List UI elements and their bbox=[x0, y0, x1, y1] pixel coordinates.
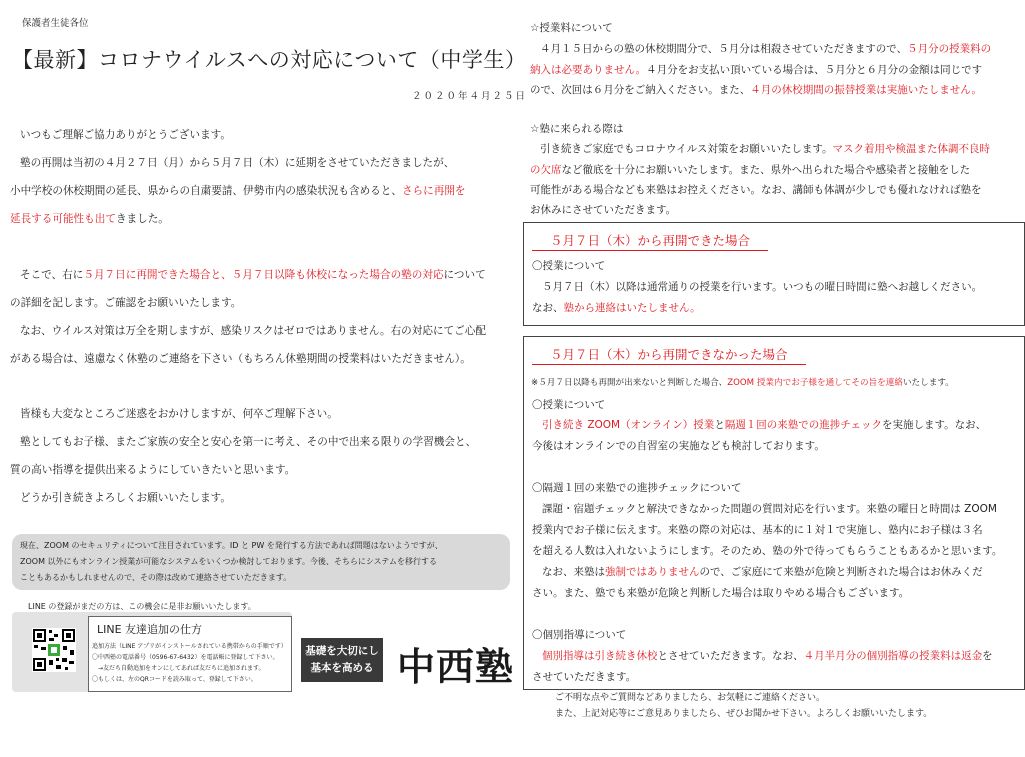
fee-line: ４月１５日からの塾の休校期間分で、５月分は相殺させていただきますので、５月分の授業料の bbox=[540, 43, 992, 55]
line-instructions bbox=[88, 616, 292, 692]
closed-note: ※５月７日以降も再開が出来ないと判断した場合、ZOOM 授業内でお子様を通してその旨を連絡いたします。 bbox=[531, 378, 954, 388]
reopen-line: なお、塾から連絡はいたしません。 bbox=[532, 302, 701, 314]
brand-logo: 中西塾 bbox=[397, 645, 515, 689]
visit-line: お休みにさせていただきます。 bbox=[530, 204, 677, 216]
fee-heading: ☆授業料について bbox=[530, 22, 613, 34]
reopen-line: ５月７日（木）以降は通常通りの授業を行います。いつもの曜日時間に塾へお越しください。 bbox=[542, 281, 983, 293]
individual-line: させていただきます。 bbox=[532, 671, 637, 683]
line-title: LINE 友達追加の仕方 bbox=[97, 623, 203, 636]
paragraph: そこで、右に５月７日に再開できた場合と、５月７日以降も休校になった場合の塾の対応について bbox=[20, 269, 486, 281]
line-step: 〇中西塾の電話番号（0596-67-6432）を電話帳に登録して下さい。 bbox=[92, 654, 279, 661]
zoom-note-box bbox=[12, 534, 510, 590]
reopen-title: ５月７日（木）から再開できた場合 bbox=[532, 231, 768, 251]
visit-line: 引き続きご家庭でもコロナウイルス対策をお願いいたします。マスク着用や検温また体調不良時 bbox=[540, 143, 991, 155]
paragraph: 塾としてもお子様、またご家族の安全と安心を第一に考え、その中で出来る限りの学習機会と、 bbox=[20, 436, 477, 448]
individual-line: 個別指導は引き続き休校とさせていただきます。なお、４月半月分の個別指導の授業料は返金を bbox=[542, 650, 993, 662]
line-note: LINE の登録がまだの方は、この機会に是非お願いいたします。 bbox=[28, 602, 256, 611]
paragraph: どうか引き続きよろしくお願いいたします。 bbox=[20, 492, 232, 504]
check-heading: 〇隔週１回の来塾での進捗チェックについて bbox=[532, 482, 742, 494]
reopen-sub: 〇授業について bbox=[532, 260, 606, 272]
zoom-note-line: こともあるかもしれませんので、その際は改めて連絡させていただきます。 bbox=[20, 573, 292, 582]
qr-code[interactable] bbox=[32, 628, 76, 672]
paragraph: 塾の再開は当初の４月２７日（月）から５月７日（木）に延期をさせていただきましたが、 bbox=[20, 157, 455, 169]
fee-line: ので、次回は６月分をご納入ください。また、４月の休校期間の振替授業は実施いたしません。 bbox=[530, 84, 982, 96]
closed-line: 今後はオンラインでの自習室の実施なども検討しております。 bbox=[532, 440, 825, 452]
line-step: 追加方法（LINE アプリがインストールされている携帯からの手順です） bbox=[92, 643, 287, 650]
paragraph: 延長する可能性も出てきました。 bbox=[10, 213, 169, 225]
date: ２０２０年４月２５日 bbox=[412, 91, 528, 102]
closed-line: 引き続き ZOOM（オンライン）授業と隔週１回の来塾での進捗チェックを実施します。なお、 bbox=[542, 419, 987, 431]
visit-line: 可能性がある場合なども来塾はお控えください。なお、講師も体調が少しでも優れなければ塾を bbox=[530, 184, 982, 196]
line-step: →友だち自動追加をオンにしてあれば友だちに追加されます。 bbox=[98, 665, 265, 672]
line-step: 〇もしくは、左のQRコードを読み取って、登録して下さい。 bbox=[92, 676, 257, 683]
paragraph: がある場合は、遠慮なく休塾のご連絡を下さい（もちろん休塾期間の授業料はいただきません）。 bbox=[10, 353, 471, 365]
closed-class-heading: 〇授業について bbox=[532, 399, 606, 411]
fee-line: 納入は必要ありません。４月分をお支払い頂いている場合は、５月分と６月分の金額は同じです bbox=[530, 64, 983, 76]
individual-heading: 〇個別指導について bbox=[532, 629, 627, 641]
paragraph: 皆様も大変なところご迷惑をおかけしますが、何卒ご理解下さい。 bbox=[20, 408, 338, 420]
visit-heading: ☆塾に来られる際は bbox=[530, 123, 624, 135]
paragraph: 小中学校の休校期間の延長、県からの自粛要請、伊勢市内の感染状況も含めると、さらに再開を bbox=[10, 185, 466, 197]
check-line: を超える人数は入れないようにします。そのため、塾の外で待ってもらうこともあるかと思います。 bbox=[532, 545, 1003, 557]
check-line: 課題・宿題チェックと解決できなかった問題の質問対応を行います。来塾の曜日と時間は ZOOM bbox=[542, 503, 997, 515]
paragraph: なお、ウイルス対策は万全を期しますが、感染リスクはゼロではありません。右の対応にてご心配 bbox=[20, 325, 486, 337]
page-title: 【最新】コロナウイルスへの対応について（中学生） bbox=[12, 48, 527, 72]
check-line: さい。また、塾でも来塾が危険と判断した場合は取りやめる場合もございます。 bbox=[532, 587, 910, 599]
visit-line: の欠席など徹底を十分にお願いいたします。また、県外へ出られた場合や感染者と接触をした bbox=[530, 164, 971, 176]
closed-title: ５月７日（木）から再開できなかった場合 bbox=[532, 345, 806, 365]
check-line: 授業内でお子様に伝えます。来塾の際の対応は、基本的に１対１で実施し、塾内にお子様は３名 bbox=[532, 524, 983, 536]
paragraph: の詳細を記します。ご確認をお願いいたします。 bbox=[10, 297, 242, 309]
check-line: なお、来塾は強制ではありませんので、ご家庭にて来塾が危険と判断された場合はお休みくだ bbox=[542, 566, 983, 578]
recipient: 保護者生徒各位 bbox=[22, 18, 89, 29]
slogan-badge: 基礎を大切にし 基本を高める bbox=[301, 638, 383, 682]
zoom-note-line: 現在、ZOOM のセキュリティについて注目されています。ID と PW を発行する方法であれば問題はないようですが、 bbox=[20, 541, 443, 550]
footer-line: また、上記対応等にご意見ありましたら、ぜひお聞かせ下さい。よろしくお願いいたします。 bbox=[555, 709, 933, 719]
paragraph: 質の高い指導を提供出来るようにしていきたいと思います。 bbox=[10, 464, 296, 476]
footer-line: ご不明な点やご質問などありましたら、お気軽にご連絡ください。 bbox=[555, 693, 826, 703]
zoom-note-line: ZOOM 以外にもオンライン授業が可能なシステムをいくつか検討しております。今後、そちらにシステムを移行する bbox=[20, 557, 438, 566]
paragraph: いつもご理解ご協力ありがとうございます。 bbox=[20, 129, 232, 141]
